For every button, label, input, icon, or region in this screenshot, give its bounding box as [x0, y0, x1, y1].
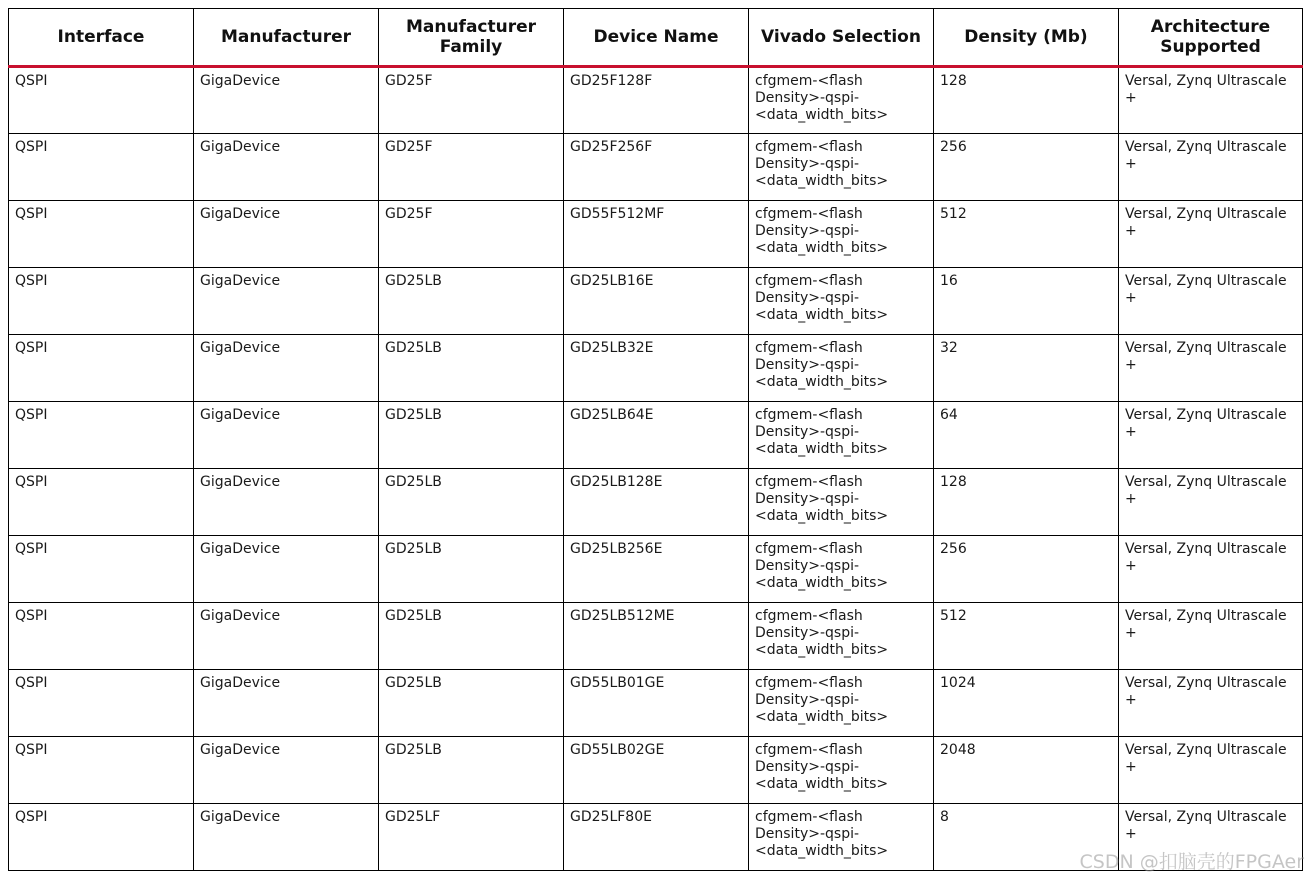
- cell-vivado-selection: cfgmem-<flash Density>-qspi-<data_width_bits>: [749, 737, 934, 804]
- table-row: [9, 67, 1303, 134]
- cell-device-name: GD25LF80E: [564, 804, 749, 871]
- cell-architecture-supported: [1119, 670, 1303, 737]
- cell-density: 32: [934, 335, 1119, 402]
- cell-interface: QSPI: [9, 670, 194, 737]
- cell-interface: QSPI: [9, 201, 194, 268]
- cell-vivado-selection: cfgmem-<flash Density>-qspi-<data_width_bits>: [749, 536, 934, 603]
- cell-device-name: GD25LB512ME: [564, 603, 749, 670]
- cell-interface: QSPI: [9, 603, 194, 670]
- cell-vivado-selection: cfgmem-<flash Density>-qspi-<data_width_bits>: [749, 804, 934, 871]
- cell-architecture-supported: [1119, 268, 1303, 335]
- cell-manufacturer: GigaDevice: [194, 804, 379, 871]
- architecture-plus-suffix: +: [1125, 424, 1137, 440]
- architecture-label: Versal, Zynq Ultrascale: [1125, 206, 1287, 222]
- cell-device-name: GD25F128F: [564, 67, 749, 134]
- cell-device-name: GD25LB16E: [564, 268, 749, 335]
- cell-vivado-selection: cfgmem-<flash Density>-qspi-<data_width_bits>: [749, 268, 934, 335]
- cell-vivado-selection: cfgmem-<flash Density>-qspi-<data_width_bits>: [749, 670, 934, 737]
- table-row: [9, 134, 1303, 201]
- cell-device-name: GD25LB256E: [564, 536, 749, 603]
- cell-device-name: GD25LB32E: [564, 335, 749, 402]
- architecture-label: Versal, Zynq Ultrascale: [1125, 340, 1287, 356]
- cell-density: 1024: [934, 670, 1119, 737]
- cell-device-name: GD55F512MF: [564, 201, 749, 268]
- table-row: [9, 268, 1303, 335]
- cell-manufacturer: GigaDevice: [194, 268, 379, 335]
- cell-density: 8: [934, 804, 1119, 871]
- architecture-plus-suffix: +: [1125, 357, 1137, 373]
- cell-interface: QSPI: [9, 67, 194, 134]
- cell-interface: QSPI: [9, 268, 194, 335]
- cell-manufacturer-family: GD25LB: [379, 335, 564, 402]
- header-manufacturer-family: Manufacturer Family: [379, 9, 564, 67]
- cell-interface: QSPI: [9, 402, 194, 469]
- cell-interface: QSPI: [9, 335, 194, 402]
- table-row: [9, 402, 1303, 469]
- cell-density: 128: [934, 67, 1119, 134]
- cell-architecture-supported: [1119, 335, 1303, 402]
- cell-architecture-supported: [1119, 67, 1303, 134]
- cell-device-name: GD55LB02GE: [564, 737, 749, 804]
- cell-device-name: GD25LB128E: [564, 469, 749, 536]
- architecture-label: Versal, Zynq Ultrascale: [1125, 407, 1287, 423]
- cell-density: 256: [934, 134, 1119, 201]
- architecture-label: Versal, Zynq Ultrascale: [1125, 675, 1287, 691]
- header-interface: Interface: [9, 9, 194, 67]
- cell-vivado-selection: cfgmem-<flash Density>-qspi-<data_width_bits>: [749, 201, 934, 268]
- table-body: [9, 67, 1303, 871]
- header-manufacturer: Manufacturer: [194, 9, 379, 67]
- cell-manufacturer: GigaDevice: [194, 335, 379, 402]
- architecture-plus-suffix: +: [1125, 90, 1137, 106]
- architecture-plus-suffix: +: [1125, 491, 1137, 507]
- cell-density: 256: [934, 536, 1119, 603]
- cell-manufacturer-family: GD25LF: [379, 804, 564, 871]
- table-header-row: [9, 9, 1303, 67]
- cell-architecture-supported: [1119, 201, 1303, 268]
- table-row: [9, 536, 1303, 603]
- header-architecture-supported: Architecture Supported: [1119, 9, 1303, 67]
- architecture-plus-suffix: +: [1125, 759, 1137, 775]
- cell-manufacturer: GigaDevice: [194, 134, 379, 201]
- architecture-plus-suffix: +: [1125, 625, 1137, 641]
- table-row: [9, 469, 1303, 536]
- cell-manufacturer-family: GD25LB: [379, 469, 564, 536]
- cell-interface: QSPI: [9, 469, 194, 536]
- flash-device-table: [8, 8, 1303, 871]
- table-row: [9, 737, 1303, 804]
- cell-manufacturer: GigaDevice: [194, 737, 379, 804]
- architecture-label: Versal, Zynq Ultrascale: [1125, 73, 1287, 89]
- cell-device-name: GD55LB01GE: [564, 670, 749, 737]
- cell-interface: QSPI: [9, 536, 194, 603]
- table-row: [9, 335, 1303, 402]
- cell-manufacturer-family: GD25LB: [379, 603, 564, 670]
- architecture-label: Versal, Zynq Ultrascale: [1125, 474, 1287, 490]
- flash-device-table-container: [8, 8, 1302, 871]
- cell-architecture-supported: [1119, 402, 1303, 469]
- header-vivado-selection: Vivado Selection: [749, 9, 934, 67]
- table-row: [9, 603, 1303, 670]
- architecture-label: Versal, Zynq Ultrascale: [1125, 541, 1287, 557]
- cell-manufacturer: GigaDevice: [194, 536, 379, 603]
- cell-density: 2048: [934, 737, 1119, 804]
- cell-architecture-supported: [1119, 134, 1303, 201]
- cell-manufacturer-family: GD25LB: [379, 268, 564, 335]
- cell-manufacturer-family: GD25F: [379, 67, 564, 134]
- cell-architecture-supported: [1119, 737, 1303, 804]
- cell-manufacturer-family: GD25LB: [379, 402, 564, 469]
- architecture-label: Versal, Zynq Ultrascale: [1125, 139, 1287, 155]
- cell-density: 128: [934, 469, 1119, 536]
- cell-manufacturer: GigaDevice: [194, 402, 379, 469]
- header-device-name: Device Name: [564, 9, 749, 67]
- cell-interface: QSPI: [9, 737, 194, 804]
- architecture-plus-suffix: +: [1125, 156, 1137, 172]
- cell-architecture-supported: [1119, 536, 1303, 603]
- cell-device-name: GD25LB64E: [564, 402, 749, 469]
- cell-manufacturer-family: GD25F: [379, 134, 564, 201]
- cell-manufacturer: GigaDevice: [194, 670, 379, 737]
- architecture-plus-suffix: +: [1125, 223, 1137, 239]
- cell-density: 64: [934, 402, 1119, 469]
- cell-manufacturer-family: GD25F: [379, 201, 564, 268]
- cell-density: 16: [934, 268, 1119, 335]
- architecture-plus-suffix: +: [1125, 826, 1137, 842]
- cell-vivado-selection: cfgmem-<flash Density>-qspi-<data_width_bits>: [749, 603, 934, 670]
- cell-vivado-selection: cfgmem-<flash Density>-qspi-<data_width_bits>: [749, 134, 934, 201]
- architecture-label: Versal, Zynq Ultrascale: [1125, 608, 1287, 624]
- architecture-label: Versal, Zynq Ultrascale: [1125, 742, 1287, 758]
- cell-manufacturer: GigaDevice: [194, 201, 379, 268]
- cell-manufacturer-family: GD25LB: [379, 737, 564, 804]
- cell-vivado-selection: cfgmem-<flash Density>-qspi-<data_width_bits>: [749, 67, 934, 134]
- cell-architecture-supported: [1119, 469, 1303, 536]
- cell-device-name: GD25F256F: [564, 134, 749, 201]
- architecture-label: Versal, Zynq Ultrascale: [1125, 809, 1287, 825]
- table-row: [9, 201, 1303, 268]
- cell-interface: QSPI: [9, 134, 194, 201]
- table-row: [9, 670, 1303, 737]
- cell-manufacturer-family: GD25LB: [379, 536, 564, 603]
- cell-manufacturer: GigaDevice: [194, 67, 379, 134]
- cell-architecture-supported: [1119, 804, 1303, 871]
- cell-vivado-selection: cfgmem-<flash Density>-qspi-<data_width_bits>: [749, 402, 934, 469]
- cell-density: 512: [934, 201, 1119, 268]
- header-density: Density (Mb): [934, 9, 1119, 67]
- cell-manufacturer: GigaDevice: [194, 603, 379, 670]
- cell-architecture-supported: [1119, 603, 1303, 670]
- architecture-plus-suffix: +: [1125, 290, 1137, 306]
- architecture-label: Versal, Zynq Ultrascale: [1125, 273, 1287, 289]
- cell-vivado-selection: cfgmem-<flash Density>-qspi-<data_width_bits>: [749, 469, 934, 536]
- architecture-plus-suffix: +: [1125, 558, 1137, 574]
- cell-manufacturer: GigaDevice: [194, 469, 379, 536]
- cell-interface: QSPI: [9, 804, 194, 871]
- cell-density: 512: [934, 603, 1119, 670]
- cell-vivado-selection: cfgmem-<flash Density>-qspi-<data_width_bits>: [749, 335, 934, 402]
- architecture-plus-suffix: +: [1125, 692, 1137, 708]
- watermark: CSDN @扣脑壳的FPGAer: [1079, 851, 1304, 873]
- table-row: [9, 804, 1303, 871]
- cell-manufacturer-family: GD25LB: [379, 670, 564, 737]
